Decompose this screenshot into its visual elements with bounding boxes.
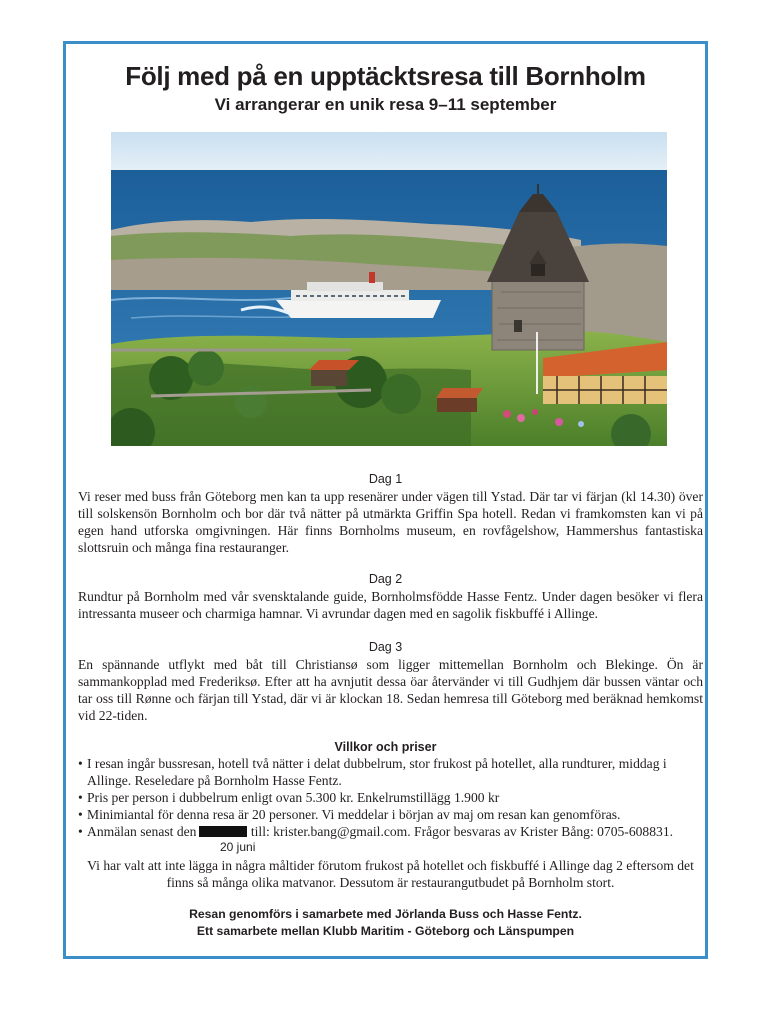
terms-item-registration: • Anmälan senast den till: krister.bang@gmail.com. Frågor besvaras av Krister Bång: 0705-608831. [78, 824, 674, 839]
day1-text: Vi reser med buss från Göteborg men kan ta upp resenärer under vägen till Ystad. Där tar vi färjan (kl 14.30) över till solskensön Bornholm och bor där två nätter på utmärkta Griffin Spa hotell. Redan vi framkomsten kan vi på egen hand utforska omgivningen. Här finns Bornholms museum, en rovfågelshow, Hammershus fantastiska slottsruin och många fina restauranger. [78, 489, 703, 555]
footer-line2: Ett samarbete mellan Klubb Maritim - Göteborg och Länspumpen [196, 924, 575, 938]
day3-heading: Dag 3 [368, 640, 403, 654]
terms-heading: Villkor och priser [334, 740, 437, 754]
footer-line1: Resan genomförs i samarbete med Jörlanda Buss och Hasse Fentz. [189, 907, 582, 921]
terms-item: • Minimiantal för denna resa är 20 personer. Vi meddelar i början av maj om resan kan genomföras. [78, 807, 621, 822]
terms-item: • I resan ingår bussresan, hotell två nätter i delat dubbelrum, stor frukost på hotellet, alla rundturer, middag i Allinge. Reseledare på Bornholm Hasse Fentz. [78, 756, 667, 788]
day2-heading: Dag 2 [368, 572, 403, 586]
terms-item: • Pris per person i dubbelrum enligt ovan 5.300 kr. Enkelrumstillägg 1.900 kr [78, 790, 500, 805]
day3-text: En spännande utflykt med båt till Christiansø som ligger mittemellan Bornholm och Blekinge. Ön är sammankopplad med Frederiksø. Efter att ha avnjutit dessa öar återvänder vi till Gudhjem där bussen väntar och tar oss till Rønne och färjan till Ystad, där vi är klockan 18. Sedan hemresa till Göteborg med beräknad hemkomst vid 22-tiden. [78, 657, 703, 723]
closing-text: Vi har valt att inte lägga in några måltider förutom frukost på hotellet och fiskbuffé i Allinge dag 2 eftersom det finns så många olika matvanor. Dessutom är restaurangutbudet på Bornholm stort. [87, 858, 694, 890]
page-title: Följ med på en upptäcktsresa till Bornholm [125, 61, 646, 91]
terms-list [78, 755, 703, 840]
bullet-icon: • [78, 824, 83, 839]
day1-heading: Dag 1 [368, 472, 403, 486]
page-subtitle: Vi arrangerar en unik resa 9–11 september [214, 95, 557, 114]
bornholm-photo [111, 132, 667, 446]
bullet-icon: • [78, 790, 83, 805]
redacted-date [199, 826, 247, 837]
bullet-icon: • [78, 807, 83, 822]
handwritten-date-note: 20 juni [220, 840, 256, 854]
flyer-frame [63, 41, 708, 959]
bullet-icon: • [78, 756, 83, 771]
day2-text: Rundtur på Bornholm med vår svensktalande guide, Bornholmsfödde Hasse Fentz. Under dagen besöker vi flera intressanta museer och charmiga hamnar. Vi avrundar dagen med en sagolik fiskbuffé i Allinge. [78, 589, 703, 621]
